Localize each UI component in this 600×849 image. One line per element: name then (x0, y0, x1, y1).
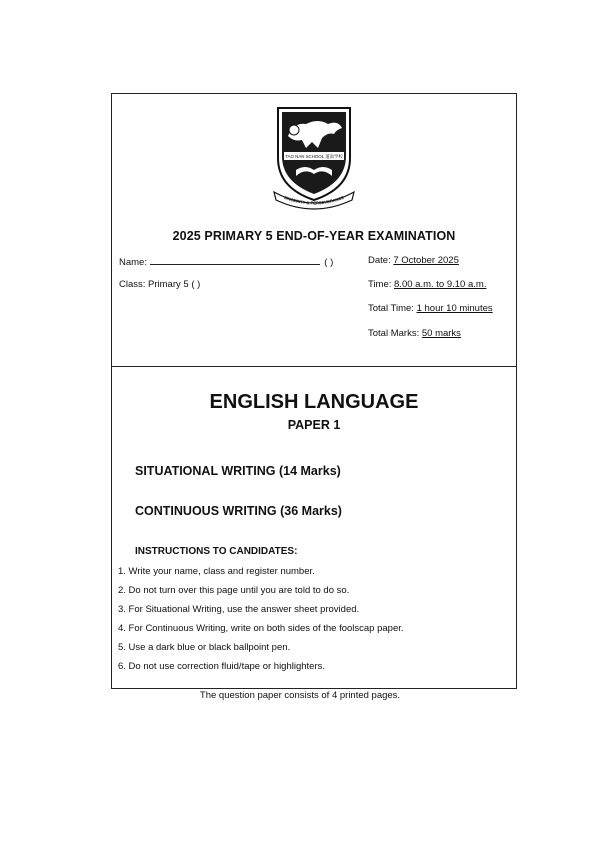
instruction-item: 4. For Continuous Writing, write on both sides of the foolscap paper. (118, 623, 404, 634)
total-marks-label: Total Marks: (368, 328, 420, 339)
total-time-label: Total Time: (368, 303, 414, 314)
name-field[interactable] (119, 255, 333, 268)
name-blank-line (150, 255, 320, 265)
instruction-item: 6. Do not use correction fluid/tape or highlighters. (118, 661, 326, 672)
subject-title: ENGLISH LANGUAGE (209, 391, 419, 413)
time-value: 8.00 a.m. to 9.10 a.m. (394, 279, 487, 290)
total-marks-field (368, 328, 461, 339)
crest-motto: SINCERITY & PERSEVERANCE (283, 194, 345, 206)
total-marks-value: 50 marks (421, 328, 461, 339)
instruction-item: 1. Write your name, class and register number. (118, 566, 315, 577)
date-field (368, 255, 459, 266)
crest-school-name: TAO NAN SCHOOL 道南学校 (285, 154, 343, 159)
class-field[interactable]: Class: Primary 5 ( ) (119, 279, 201, 290)
section-situational-writing: SITUATIONAL WRITING (14 Marks) (135, 464, 341, 478)
date-label: Date: (368, 255, 391, 266)
instruction-item: 5. Use a dark blue or black ballpoint pen. (118, 642, 291, 653)
instructions-heading: INSTRUCTIONS TO CANDIDATES: (135, 546, 298, 557)
time-field (368, 279, 486, 290)
paper-number: PAPER 1 (287, 418, 341, 432)
name-label: Name: (119, 257, 147, 268)
total-time-field (368, 303, 493, 314)
instructions-list (118, 566, 404, 680)
register-number-brackets: ( ) (324, 257, 334, 268)
school-crest-logo (272, 102, 356, 210)
total-time-value: 1 hour 10 minutes (416, 303, 493, 314)
time-label: Time: (368, 279, 392, 290)
exam-cover-box (111, 93, 517, 689)
section-continuous-writing: CONTINUOUS WRITING (36 Marks) (135, 504, 342, 518)
instruction-item: 3. For Situational Writing, use the answer sheet provided. (118, 604, 360, 615)
section-divider (112, 366, 516, 367)
date-value: 7 October 2025 (393, 255, 459, 266)
instruction-item: 2. Do not turn over this page until you are told to do so. (118, 585, 350, 596)
exam-title: 2025 PRIMARY 5 END-OF-YEAR EXAMINATION (172, 229, 456, 243)
page-count-note: The question paper consists of 4 printed pages. (199, 690, 401, 701)
